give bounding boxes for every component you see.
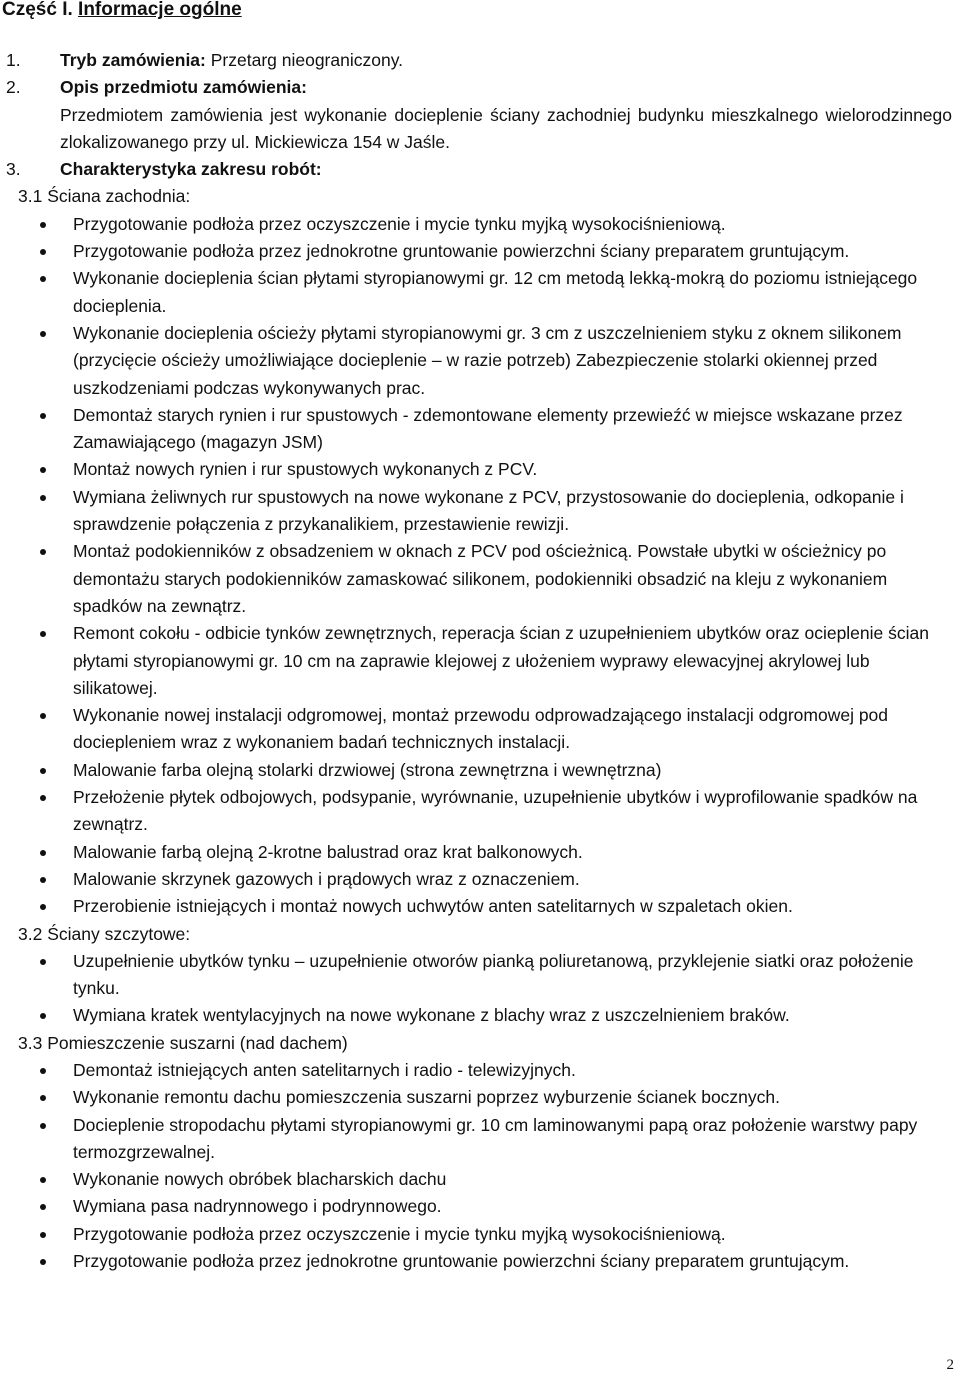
list-item (6, 620, 952, 702)
bullet-text: Wymiana pasa nadrynnowego i podrynnowego. (73, 1196, 442, 1217)
bullet-text: Remont cokołu - odbicie tynków zewnętrznych, reperacja ścian z uzupełnieniem ubytków oraz ocieplenie ścian płytami styropianowymi gr. 10 cm na zaprawie klejowej z ułożeniem wyprawy elewacyjnej akrylowej lub silikatowej. (73, 623, 929, 698)
bullet-text: Przełożenie płytek odbojowych, podsypanie, wyrównanie, uzupełnienie ubytków i wyprofilowanie spadków na zewnątrz. (73, 787, 918, 835)
bullet-text: Montaż podokienników z obsadzeniem w oknach z PCV pod ościeżnicą. Powstałe ubytki w ościeżnicy po demontażu starych podokienników zamaskować silikonem, podokienniki obsadzić na kleju z wykonaniem spadków na zewnątrz. (73, 541, 888, 616)
subsection-title: 3.3 Pomieszczenie suszarni (nad dachem) (18, 1032, 348, 1053)
bullet-text: Uzupełnienie ubytków tynku – uzupełnienie otworów pianką poliuretanową, przyklejenie siatki oraz położenie tynku. (73, 950, 914, 999)
item-number: 3. (6, 159, 21, 180)
subsection-title: 3.2 Ściany szczytowe: (18, 923, 191, 944)
list-item (6, 866, 952, 893)
list-item (6, 456, 952, 483)
bullet-icon (40, 1123, 46, 1129)
bullet-text: Przygotowanie podłoża przez oczyszczenie i mycie tynku myjką wysokociśnieniową. (73, 213, 726, 234)
bullet-icon (40, 331, 46, 337)
bullet-text: Przygotowanie podłoża przez jednokrotne gruntowanie powierzchni ściany preparatem gruntującym. (73, 241, 850, 262)
bullet-icon (40, 1013, 46, 1019)
list-item (6, 402, 952, 457)
list-item (6, 1057, 952, 1084)
list-item-2 (6, 74, 952, 156)
bullet-icon (40, 549, 46, 555)
item-label: Charakterystyka zakresu robót: (60, 159, 322, 180)
bullet-list (6, 948, 952, 1030)
list-item-3 (6, 156, 952, 183)
bullet-text: Docieplenie stropodachu płytami styropianowymi gr. 10 cm laminowanymi papą oraz położenie warstwy papy termozgrzewalnej. (73, 1114, 918, 1162)
item-paragraph: Przedmiotem zamówienia jest wykonanie docieplenie ściany zachodniej budynku mieszkalnego wielorodzinnego zlokalizowanego przy ul. Mickiewicza 154 w Jaśle. (60, 104, 952, 152)
bullet-text: Przygotowanie podłoża przez oczyszczenie i mycie tynku myjką wysokociśnieniową. (73, 1223, 726, 1244)
bullet-icon (40, 904, 46, 910)
bullet-text: Wykonanie docieplenia ścian płytami styropianowymi gr. 12 cm metodą lekką-mokrą do poziomu istniejącego docieplenia. (73, 268, 918, 316)
bullet-list (6, 211, 952, 921)
bullet-icon (40, 1232, 46, 1238)
item-text: Przetarg nieograniczony. (205, 50, 404, 70)
list-item (6, 238, 952, 265)
subsection-3-1 (6, 183, 952, 920)
bullet-icon (40, 959, 46, 965)
list-item (6, 1221, 952, 1248)
bullet-text: Przygotowanie podłoża przez jednokrotne gruntowanie powierzchni ściany preparatem gruntującym. (73, 1251, 850, 1272)
bullet-icon (40, 249, 46, 255)
bullet-icon (40, 1095, 46, 1101)
list-item (6, 211, 952, 238)
bullet-text: Wykonanie nowej instalacji odgromowej, montaż przewodu odprowadzającego instalacji odgromowej pod dociepleniem wraz z wykonaniem badań technicznych instalacji. (73, 705, 889, 753)
bullet-icon (40, 850, 46, 856)
list-item (6, 538, 952, 620)
bullet-text: Wykonanie remontu dachu pomieszczenia suszarni poprzez wyburzenie ścianek bocznych. (73, 1087, 781, 1108)
bullet-text: Wymiana żeliwnych rur spustowych na nowe wykonane z PCV, przystosowanie do docieplenia, odkopanie i sprawdzenie połączenia z przykanalikiem, przestawienie rewizji. (73, 486, 904, 535)
list-item (6, 1248, 952, 1275)
bullet-text: Malowanie farba olejną stolarki drzwiowej (strona zewnętrzna i wewnętrzna) (73, 759, 662, 780)
bullet-text: Wykonanie nowych obróbek blacharskich dachu (73, 1169, 447, 1190)
list-item (6, 784, 952, 839)
bullet-icon (40, 222, 46, 228)
list-item (6, 1193, 952, 1220)
bullet-icon (40, 1177, 46, 1183)
part-heading (2, 0, 242, 24)
list-item (6, 702, 952, 757)
list-item (6, 320, 952, 402)
bullet-text: Montaż nowych rynien i rur spustowych wykonanych z PCV. (73, 459, 538, 480)
list-item (6, 948, 952, 1003)
item-number: 1. (6, 50, 21, 70)
bullet-icon (40, 795, 46, 801)
bullet-icon (40, 768, 46, 774)
bullet-icon (40, 631, 46, 637)
page-number: 2 (946, 1357, 954, 1373)
item-label: Opis przedmiotu zamówienia: (60, 77, 307, 98)
list-item (6, 893, 952, 920)
bullet-text: Wykonanie docieplenia ościeży płytami styropianowymi gr. 3 cm z uszczelnieniem styku z oknem silikonem (przycięcie ościeży umożliwiające docieplenie – w razie potrzeb) Zabezpieczenie stolarki okiennej przed uszkodzeniami podczas wykonywanych prac. (73, 322, 902, 398)
item-label: Tryb zamówienia: (60, 50, 206, 70)
bullet-text: Przerobienie istniejących i montaż nowych uchwytów anten satelitarnych w szpaletach okien. (73, 896, 793, 917)
list-item (6, 265, 952, 320)
bullet-text: Wymiana kratek wentylacyjnych na nowe wykonane z blachy wraz z uszczelnieniem braków. (73, 1005, 790, 1026)
list-item (6, 839, 952, 866)
list-item (6, 484, 952, 539)
list-item (6, 1166, 952, 1193)
subsection-3-3 (6, 1030, 952, 1276)
subsection-title: 3.1 Ściana zachodnia: (18, 186, 191, 207)
item-number: 2. (6, 77, 21, 98)
bullet-icon (40, 877, 46, 883)
numbered-list (6, 47, 952, 1275)
list-item (6, 757, 952, 784)
bullet-text: Malowanie skrzynek gazowych i prądowych wraz z oznaczeniem. (73, 868, 580, 889)
list-item-1 (6, 47, 952, 74)
bullet-icon (40, 713, 46, 719)
bullet-icon (40, 1204, 46, 1210)
bullet-text: Demontaż istniejących anten satelitarnych i radio - telewizyjnych. (73, 1059, 576, 1080)
bullet-icon (40, 495, 46, 501)
bullet-text: Demontaż starych rynien i rur spustowych - zdemontowane elementy przewieźć w miejsce wskazane przez Zamawiającego (magazyn JSM) (73, 404, 903, 453)
part-heading-prefix: Część I. (2, 0, 79, 20)
list-item (6, 1002, 952, 1029)
list-item (6, 1084, 952, 1111)
bullet-icon (40, 276, 46, 282)
bullet-icon (40, 1068, 46, 1074)
subsection-3-2 (6, 921, 952, 1030)
part-heading-title: Informacje ogólne (78, 0, 242, 20)
bullet-list (6, 1057, 952, 1275)
bullet-text: Malowanie farbą olejną 2-krotne balustrad oraz krat balkonowych. (73, 841, 583, 862)
bullet-icon (40, 1259, 46, 1265)
bullet-icon (40, 467, 46, 473)
list-item (6, 1112, 952, 1167)
bullet-icon (40, 413, 46, 419)
